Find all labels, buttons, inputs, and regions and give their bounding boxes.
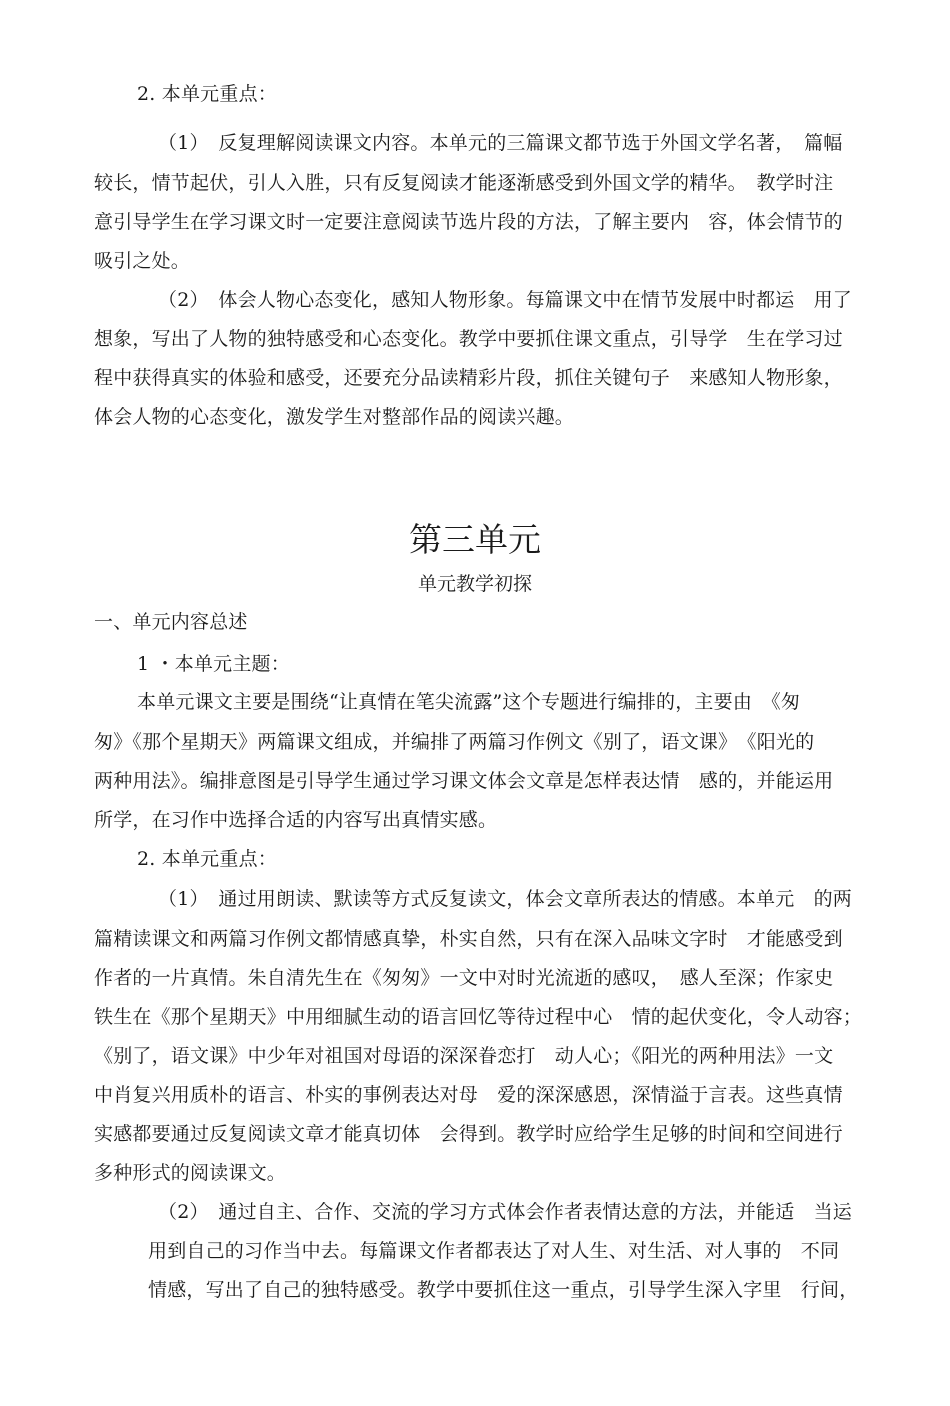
unit-title: 第三单元 (409, 520, 541, 559)
paragraph-line: 作者的一片真情。朱自清先生在《匆匆》一文中对时光流逝的感叹， 感人至深；作家史 (94, 967, 834, 989)
paragraph-line: 多种形式的阅读课文。 (94, 1162, 287, 1184)
focus-heading: 2. 本单元重点： (137, 848, 277, 870)
paragraph-line: （2） 通过自主、合作、交流的学习方式体会作者表情达意的方法，并能适 当运 (158, 1201, 852, 1223)
paragraph-line: 铁生在《那个星期天》中用细腻生动的语言回忆等待过程中心 情的起伏变化，令人动容； (94, 1006, 863, 1028)
paragraph-line: （2） 体会人物心态变化，感知人物形象。每篇课文中在情节发展中时都运 用了 (158, 289, 852, 311)
paragraph-line: 意引导学生在学习课文时一定要注意阅读节选片段的方法，了解主要内 容，体会情节的 (94, 211, 843, 233)
paragraph-line: 体会人物的心态变化，激发学生对整部作品的阅读兴趣。 (94, 406, 575, 428)
paragraph-line: 本单元课文主要是围绕“让真情在笔尖流露”这个专题进行编排的，主要由 《匆 (137, 691, 801, 713)
paragraph-line: 《别了，语文课》中少年对祖国对母语的深深眷恋打 动人心；《阳光的两种用法》一文 (94, 1045, 834, 1067)
paragraph-line: 程中获得真实的体验和感受，还要充分品读精彩片段，抓住关键句子 来感知人物形象， (94, 367, 843, 389)
paragraph-line: 篇精读课文和两篇习作例文都情感真挚，朴实自然，只有在深入品味文字时 才能感受到 (94, 928, 843, 950)
paragraph-line: 吸引之处。 (94, 250, 191, 272)
paragraph-line: （1） 反复理解阅读课文内容。本单元的三篇课文都节选于外国文学名著， 篇幅 (158, 132, 843, 154)
unit-subtitle: 单元教学初探 (417, 573, 532, 595)
paragraph-line: 情感，写出了自己的独特感受。教学中要抓住这一重点，引导学生深入字里 行间， (148, 1279, 859, 1301)
paragraph-line: 较长，情节起伏，引人入胜，只有反复阅读才能逐渐感受到外国文学的精华。 教学时注 (94, 172, 834, 194)
section-heading: 一、单元内容总述 (94, 611, 248, 633)
paragraph-line: （1） 通过用朗读、默读等方式反复读文，体会文章所表达的情感。本单元 的两 (158, 888, 852, 910)
paragraph-line: 中肖复兴用质朴的语言、朴实的事例表达对母 爱的深深感恩，深情溢于言表。这些真情 (94, 1084, 843, 1106)
theme-heading: 1 ・本单元主题： (137, 653, 290, 675)
paragraph-line: 用到自己的习作当中去。每篇课文作者都表达了对人生、对生活、对人事的 不同 (148, 1240, 840, 1262)
paragraph-line: 想象，写出了人物的独特感受和心态变化。教学中要抓住课文重点，引导学 生在学习过 (94, 328, 843, 350)
focus-heading-top: 2. 本单元重点： (137, 83, 277, 105)
paragraph-line: 匆》《那个星期天》两篇课文组成，并编排了两篇习作例文《别了，语文课》 《阳光的 (94, 731, 815, 753)
paragraph-line: 所学，在习作中选择合适的内容写出真情实感。 (94, 809, 498, 831)
paragraph-line: 两种用法》。编排意图是引导学生通过学习课文体会文章是怎样表达情 感的，并能运用 (94, 770, 834, 792)
paragraph-line: 实感都要通过反复阅读文章才能真切体 会得到。教学时应给学生足够的时间和空间进行 (94, 1123, 843, 1145)
